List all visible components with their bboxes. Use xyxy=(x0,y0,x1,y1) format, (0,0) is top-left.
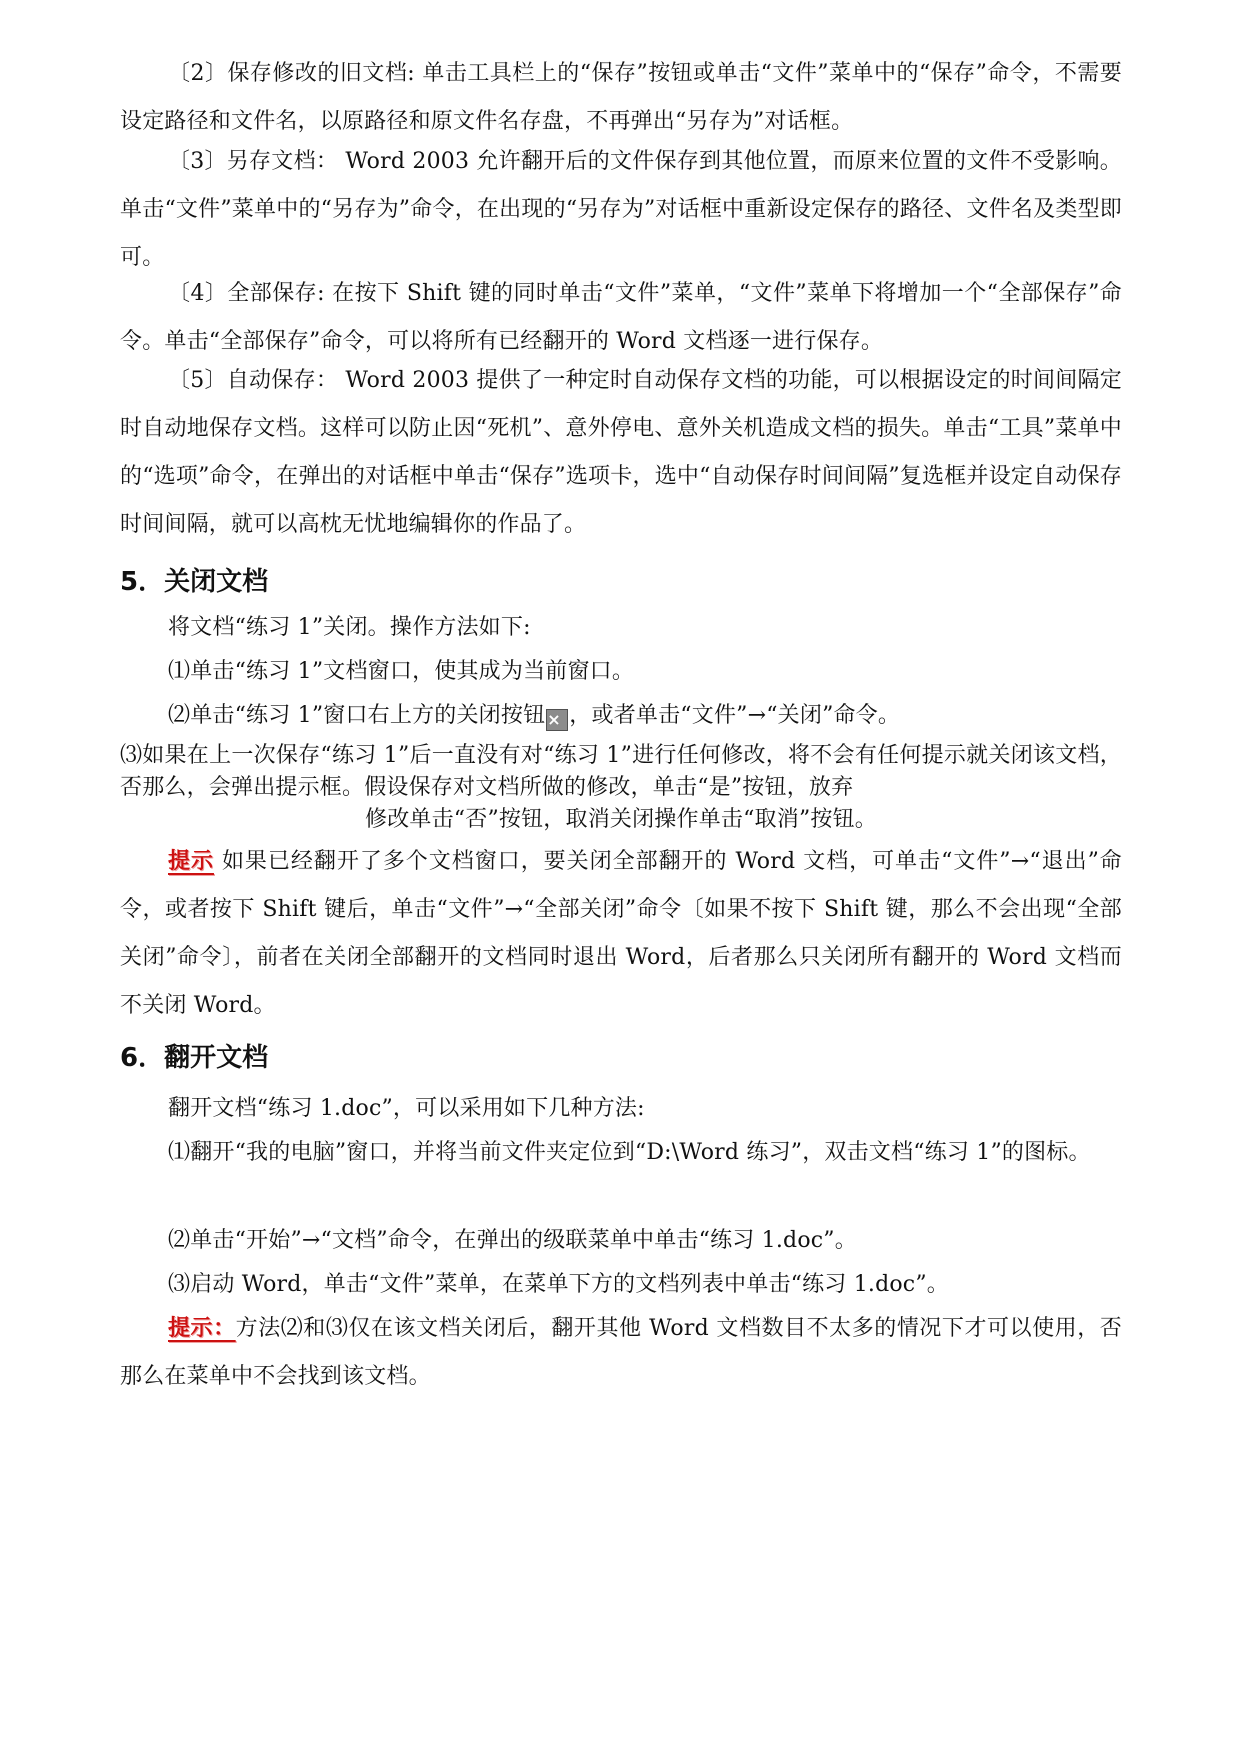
close-button-icon: × xyxy=(546,709,568,731)
close-step-2-text-before: ⑵单击“练习 1”窗口右上方的关闭按钮 xyxy=(168,703,546,728)
paragraph-autosave: 〔5〕自动保存： Word 2003 提供了一种定时自动保存文档的功能，可以根据设定的时间间隔定时自动地保存文档。这样可以防止因“死机”、意外停电、意外关机造成文档的损失。单击“工具”菜单中的“选项”命令，在弹出的对话框中单击“保存”选项卡，选中“自动保存时间间隔”复选框并设定自动保存时间间隔，就可以高枕无忧地编辑你的作品了。 xyxy=(120,368,1122,537)
open-step-2: ⑵单击“开始”→“文档”命令，在弹出的级联菜单中单击“练习 1.doc”。 xyxy=(168,1228,857,1253)
paragraph-save-old-document: 〔2〕保存修改的旧文档: 单击工具栏上的“保存”按钮或单击“文件”菜单中的“保存”命令，不需要设定路径和文件名，以原路径和原文件名存盘，不再弹出“另存为”对话框。 xyxy=(120,61,1122,134)
open-intro: 翻开文档“练习 1.doc”，可以采用如下几种方法: xyxy=(168,1096,645,1121)
section-heading-open-document: 6．翻开文档 xyxy=(120,1043,269,1073)
close-step-1: ⑴单击“练习 1”文档窗口，使其成为当前窗口。 xyxy=(168,659,635,684)
open-step-3: ⑶启动 Word，单击“文件”菜单，在菜单下方的文档列表中单击“练习 1.doc”。 xyxy=(168,1272,949,1297)
close-step-3: ⑶如果在上一次保存“练习 1”后一直没有对“练习 1”进行任何修改，将不会有任何提示就关闭该文档，否那么，会弹出提示框。假设保存对文档所做的修改，单击“是”按钮，放弃 xyxy=(120,743,1122,800)
paragraph-save-all: 〔4〕全部保存: 在按下 Shift 键的同时单击“文件”菜单，“文件”菜单下将增加一个“全部保存”命令。单击“全部保存”命令，可以将所有已经翻开的 Word 文档逐一进行保存。 xyxy=(120,281,1122,354)
close-tip xyxy=(120,838,1122,1030)
close-step-3-continued: 修改单击“否”按钮，取消关闭操作单击“取消”按钮。 xyxy=(365,807,877,832)
tip-text: 如果已经翻开了多个文档窗口，要关闭全部翻开的 Word 文档，可单击“文件”→“退出”命令，或者按下 Shift 键后，单击“文件”→“全部关闭”命令〔如果不按下 Shift 键，那么不会出现“全部关闭”命令〕，前者在关闭全部翻开的文档同时退出 Word，后者那么只关闭所有翻开的 Word 文档而不关闭 Word。 xyxy=(120,849,1122,1018)
close-intro: 将文档“练习 1”关闭。操作方法如下: xyxy=(168,615,531,640)
open-tip xyxy=(120,1305,1122,1401)
open-step-1: ⑴翻开“我的电脑”窗口，并将当前文件夹定位到“D:\Word 练习”，双击文档“练习 1”的图标。 xyxy=(168,1140,1091,1165)
paragraph-save-as: 〔3〕另存文档： Word 2003 允许翻开后的文件保存到其他位置，而原来位置的文件不受影响。单击“文件”菜单中的“另存为”命令，在出现的“另存为”对话框中重新设定保存的路径、文件名及类型即可。 xyxy=(120,149,1122,270)
tip-text: 方法⑵和⑶仅在该文档关闭后，翻开其他 Word 文档数目不太多的情况下才可以使用，否那么在菜单中不会找到该文档。 xyxy=(120,1316,1122,1389)
close-step-2-text-after: ，或者单击“文件”→“关闭”命令。 xyxy=(569,703,901,728)
tip-label: 提示： xyxy=(168,1316,236,1341)
close-step-2 xyxy=(120,692,1122,740)
tip-label: 提示 xyxy=(168,849,214,874)
section-heading-close-document: 5．关闭文档 xyxy=(120,567,269,597)
